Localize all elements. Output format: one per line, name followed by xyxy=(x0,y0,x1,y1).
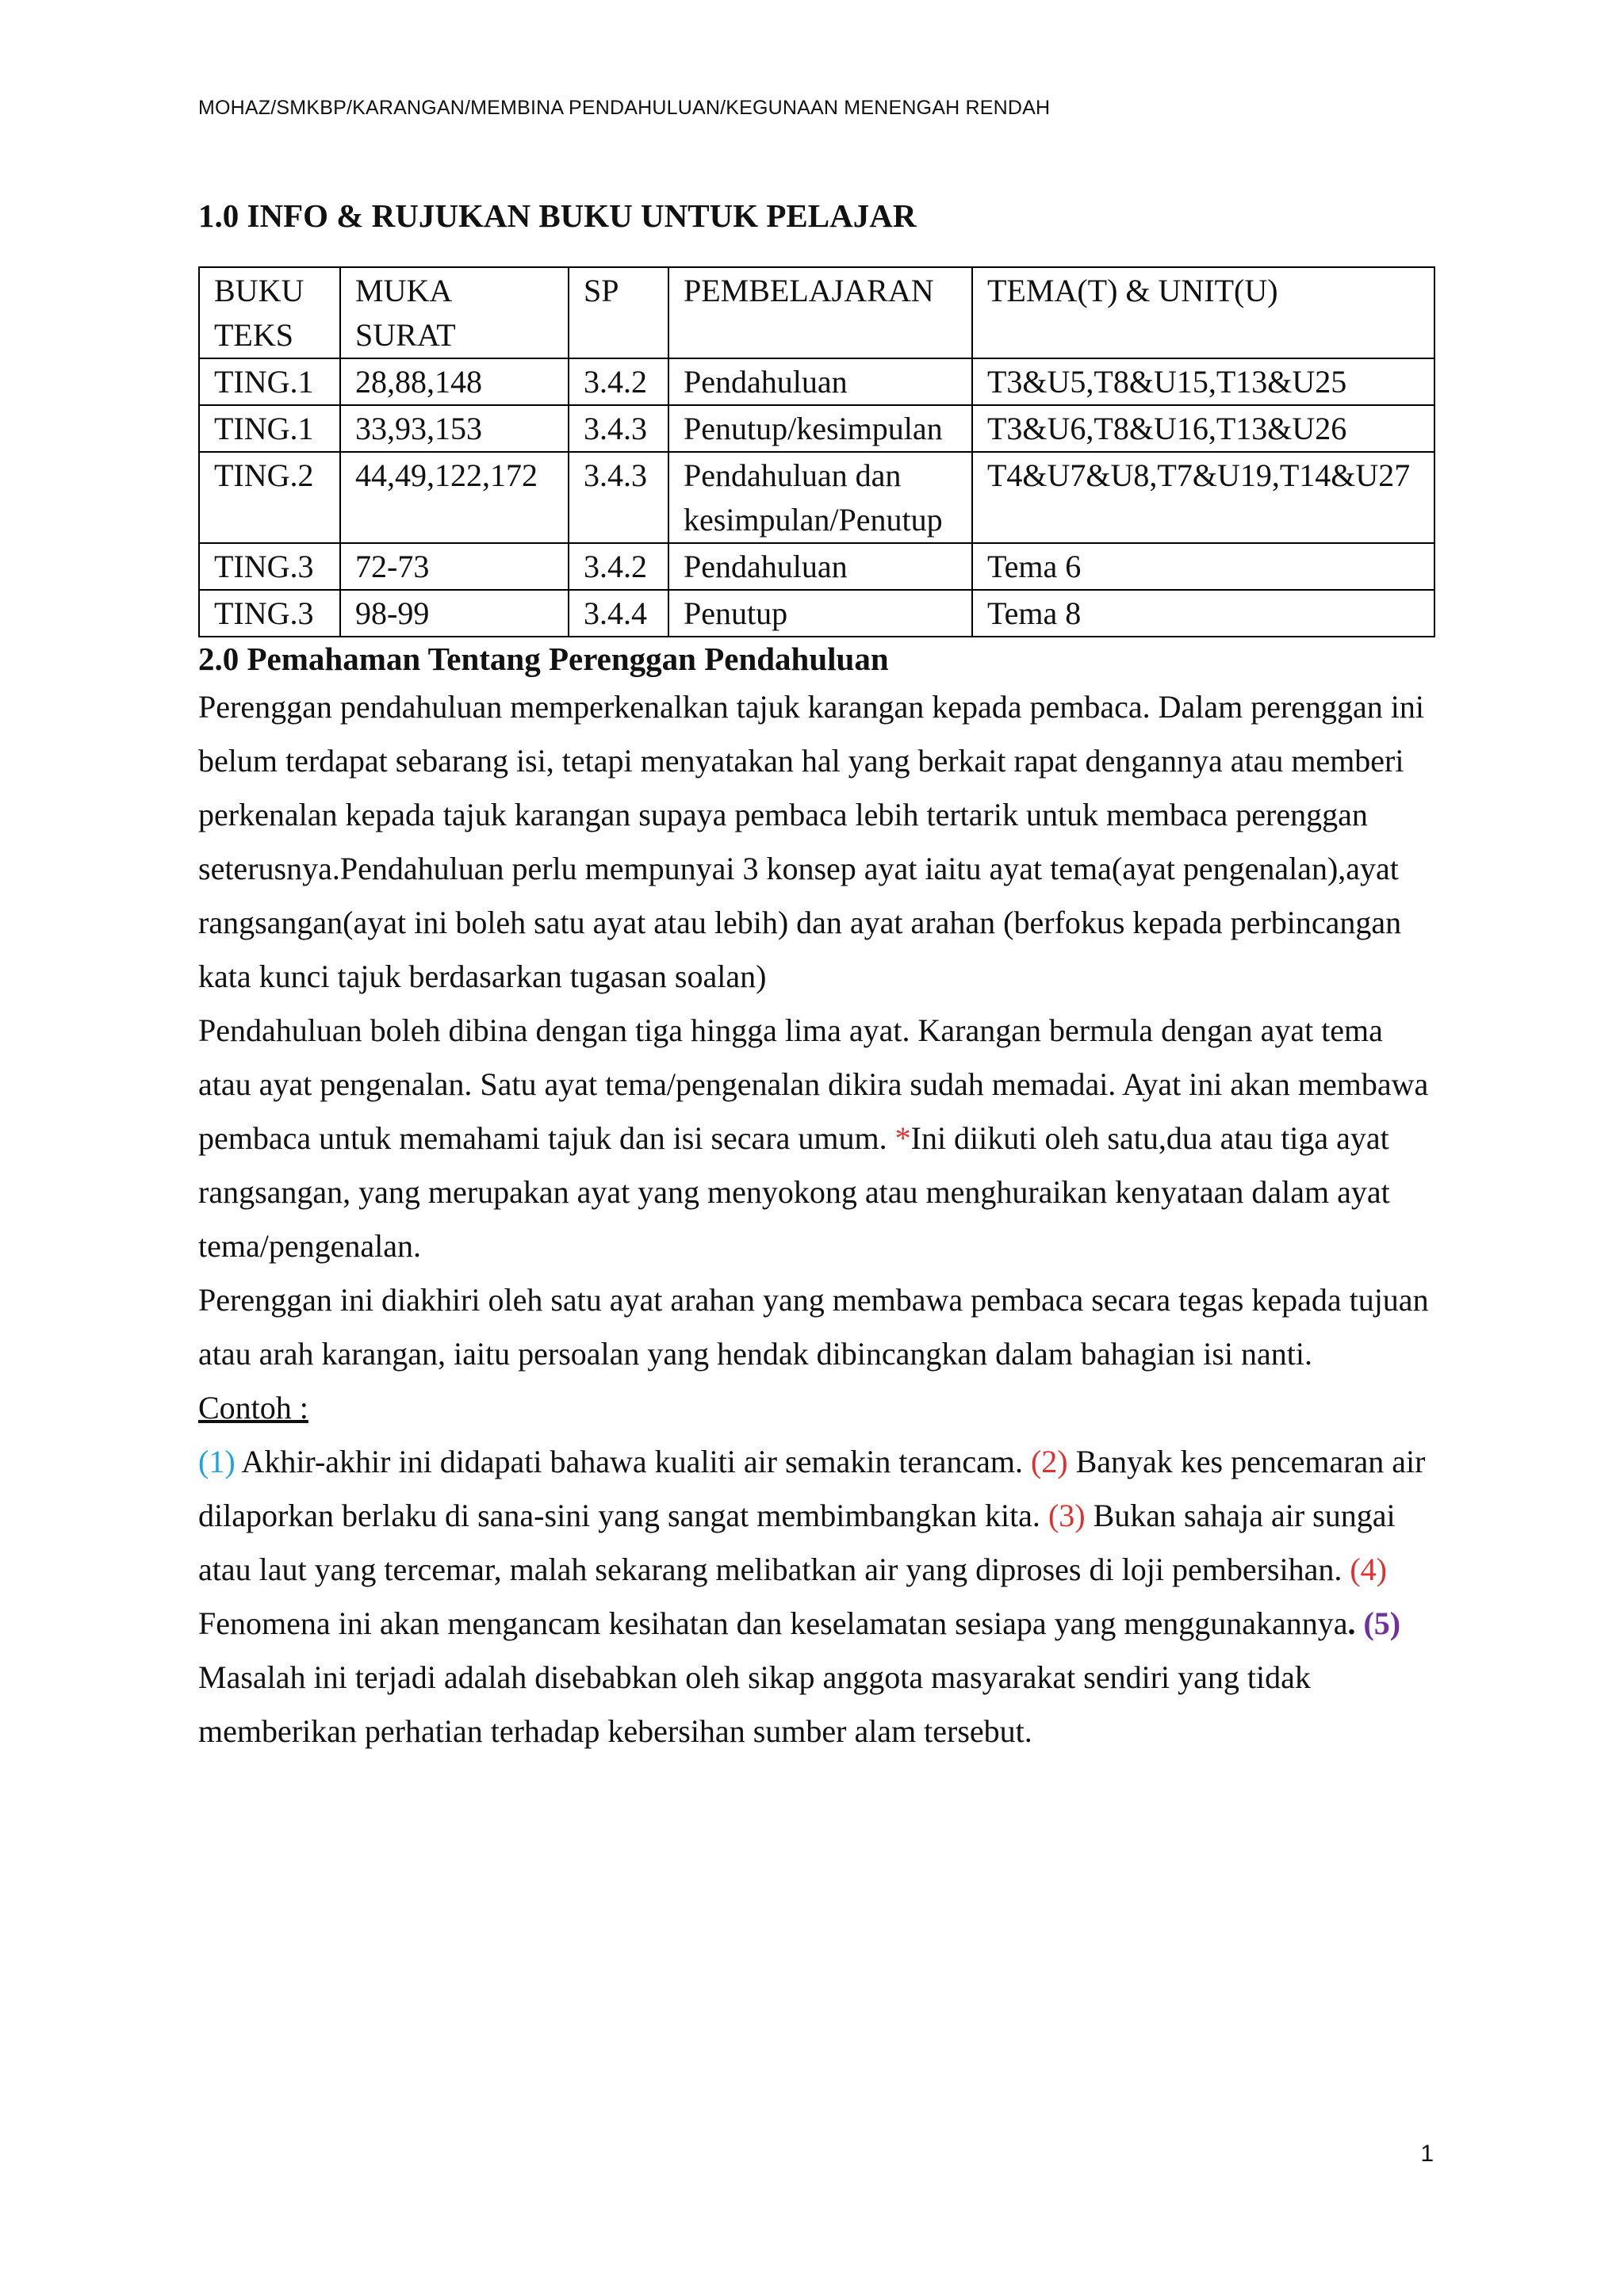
page-number: 1 xyxy=(1420,2141,1434,2167)
table-cell: Pendahuluan xyxy=(668,358,972,405)
table-cell: Tema 8 xyxy=(972,590,1434,637)
table-cell: TING.1 xyxy=(199,405,340,452)
sentence-marker-1: (1) xyxy=(198,1444,236,1479)
table-cell: TING.3 xyxy=(199,590,340,637)
table-cell: 3.4.2 xyxy=(569,358,668,405)
table-cell: Pendahuluan dan kesimpulan/Penutup xyxy=(668,452,972,543)
paragraph-intro-structure xyxy=(198,1004,1435,1273)
example-sentence: Akhir-akhir ini didapati bahawa kualiti air semakin terancam. xyxy=(235,1444,1031,1479)
table-header-row xyxy=(199,267,1434,358)
table-cell: TING.2 xyxy=(199,452,340,543)
header-cell: TEMA(T) & UNIT(U) xyxy=(972,267,1434,358)
header-cell: MUKA SURAT xyxy=(340,267,569,358)
table-cell: 28,88,148 xyxy=(340,358,569,405)
table-cell: T4&U7&U8,T7&U19,T14&U27 xyxy=(972,452,1434,543)
table-cell: Penutup xyxy=(668,590,972,637)
example-paragraph xyxy=(198,1435,1435,1758)
table-cell: Penutup/kesimpulan xyxy=(668,405,972,452)
table-cell: Tema 6 xyxy=(972,543,1434,590)
example-sentence: Banyak kes pencemaran air dilaporkan berlaku di sana-sini yang sangat membimbangkan kita. xyxy=(198,1444,1426,1533)
sentence-marker-4: (4) xyxy=(1350,1552,1387,1587)
table-cell: TING.1 xyxy=(199,358,340,405)
table-cell: Pendahuluan xyxy=(668,543,972,590)
table-row xyxy=(199,590,1434,637)
table-row xyxy=(199,405,1434,452)
section-1-title: 1.0 INFO & RUJUKAN BUKU UNTUK PELAJAR xyxy=(198,197,917,234)
header-cell: BUKU TEKS xyxy=(199,267,340,358)
page-header: MOHAZ/SMKBP/KARANGAN/MEMBINA PENDAHULUAN/KEGUNAAN MENENGAH RENDAH xyxy=(198,97,1051,119)
table-cell: 3.4.3 xyxy=(569,452,668,543)
header-cell: PEMBELAJARAN xyxy=(668,267,972,358)
sentence-marker-3: (3) xyxy=(1048,1498,1086,1533)
paragraph-intro-ending: Perenggan ini diakhiri oleh satu ayat arahan yang membawa pembaca secara tegas kepada tujuan atau arah karangan, iaitu persoalan yang hendak dibincangkan dalam bahagian isi nanti. xyxy=(198,1282,1429,1372)
table-cell: 33,93,153 xyxy=(340,405,569,452)
table-cell: TING.3 xyxy=(199,543,340,590)
example-sentence: Masalah ini terjadi adalah disebabkan oleh sikap anggota masyarakat sendiri yang tidak memberikan perhatian terhadap kebersihan sumber alam tersebut. xyxy=(198,1659,1311,1749)
paragraph-text: Pendahuluan boleh dibina dengan tiga hingga lima ayat. Karangan bermula dengan ayat tema atau ayat pengenalan. Satu ayat tema/pengenalan dikira sudah memadai. Ayat ini akan membawa pembaca untuk memahami tajuk dan isi secara umum. xyxy=(198,1012,1429,1156)
table-row xyxy=(199,543,1434,590)
sentence-marker-5: (5) xyxy=(1355,1605,1401,1641)
table-row xyxy=(199,452,1434,543)
document-body xyxy=(198,194,1435,1758)
table-cell: T3&U5,T8&U15,T13&U25 xyxy=(972,358,1434,405)
reference-table xyxy=(198,266,1435,637)
example-sentence: Fenomena ini akan mengancam kesihatan dan keselamatan sesiapa yang menggunakannya xyxy=(198,1605,1348,1641)
sentence-period: . xyxy=(1347,1605,1356,1641)
table-cell: 72-73 xyxy=(340,543,569,590)
asterisk-marker: * xyxy=(894,1120,911,1156)
table-cell: 3.4.4 xyxy=(569,590,668,637)
table-cell: 98-99 xyxy=(340,590,569,637)
example-label: Contoh : xyxy=(198,1390,308,1425)
table-cell: 3.4.2 xyxy=(569,543,668,590)
header-cell: SP xyxy=(569,267,668,358)
paragraph-intro-definition: Perenggan pendahuluan memperkenalkan tajuk karangan kepada pembaca. Dalam perenggan ini belum terdapat sebarang isi, tetapi menyatakan hal yang berkait rapat dengannya atau memberi perkenalan kepada tajuk karangan supaya pembaca lebih tertarik untuk membaca perenggan seterusnya.Pendahuluan perlu mempunyai 3 konsep ayat iaitu ayat tema(ayat pengenalan),ayat rangsangan(ayat ini boleh satu ayat atau lebih) dan ayat arahan (berfokus kepada perbincangan kata kunci tajuk berdasarkan tugasan soalan) xyxy=(198,689,1425,994)
sentence-marker-2: (2) xyxy=(1030,1444,1068,1479)
example-sentence: Bukan sahaja air sungai atau laut yang tercemar, malah sekarang melibatkan air yang diproses di loji pembersihan. xyxy=(198,1498,1396,1587)
table-cell: 3.4.3 xyxy=(569,405,668,452)
paragraph-text: Ini diikuti oleh satu,dua atau tiga ayat rangsangan, yang merupakan ayat yang menyokong atau menghuraikan kenyataan dalam ayat tema/pengenalan. xyxy=(198,1120,1390,1264)
table-row xyxy=(199,358,1434,405)
table-cell: T3&U6,T8&U16,T13&U26 xyxy=(972,405,1434,452)
table-cell: 44,49,122,172 xyxy=(340,452,569,543)
section-2-title: 2.0 Pemahaman Tentang Perenggan Pendahuluan xyxy=(198,641,889,677)
